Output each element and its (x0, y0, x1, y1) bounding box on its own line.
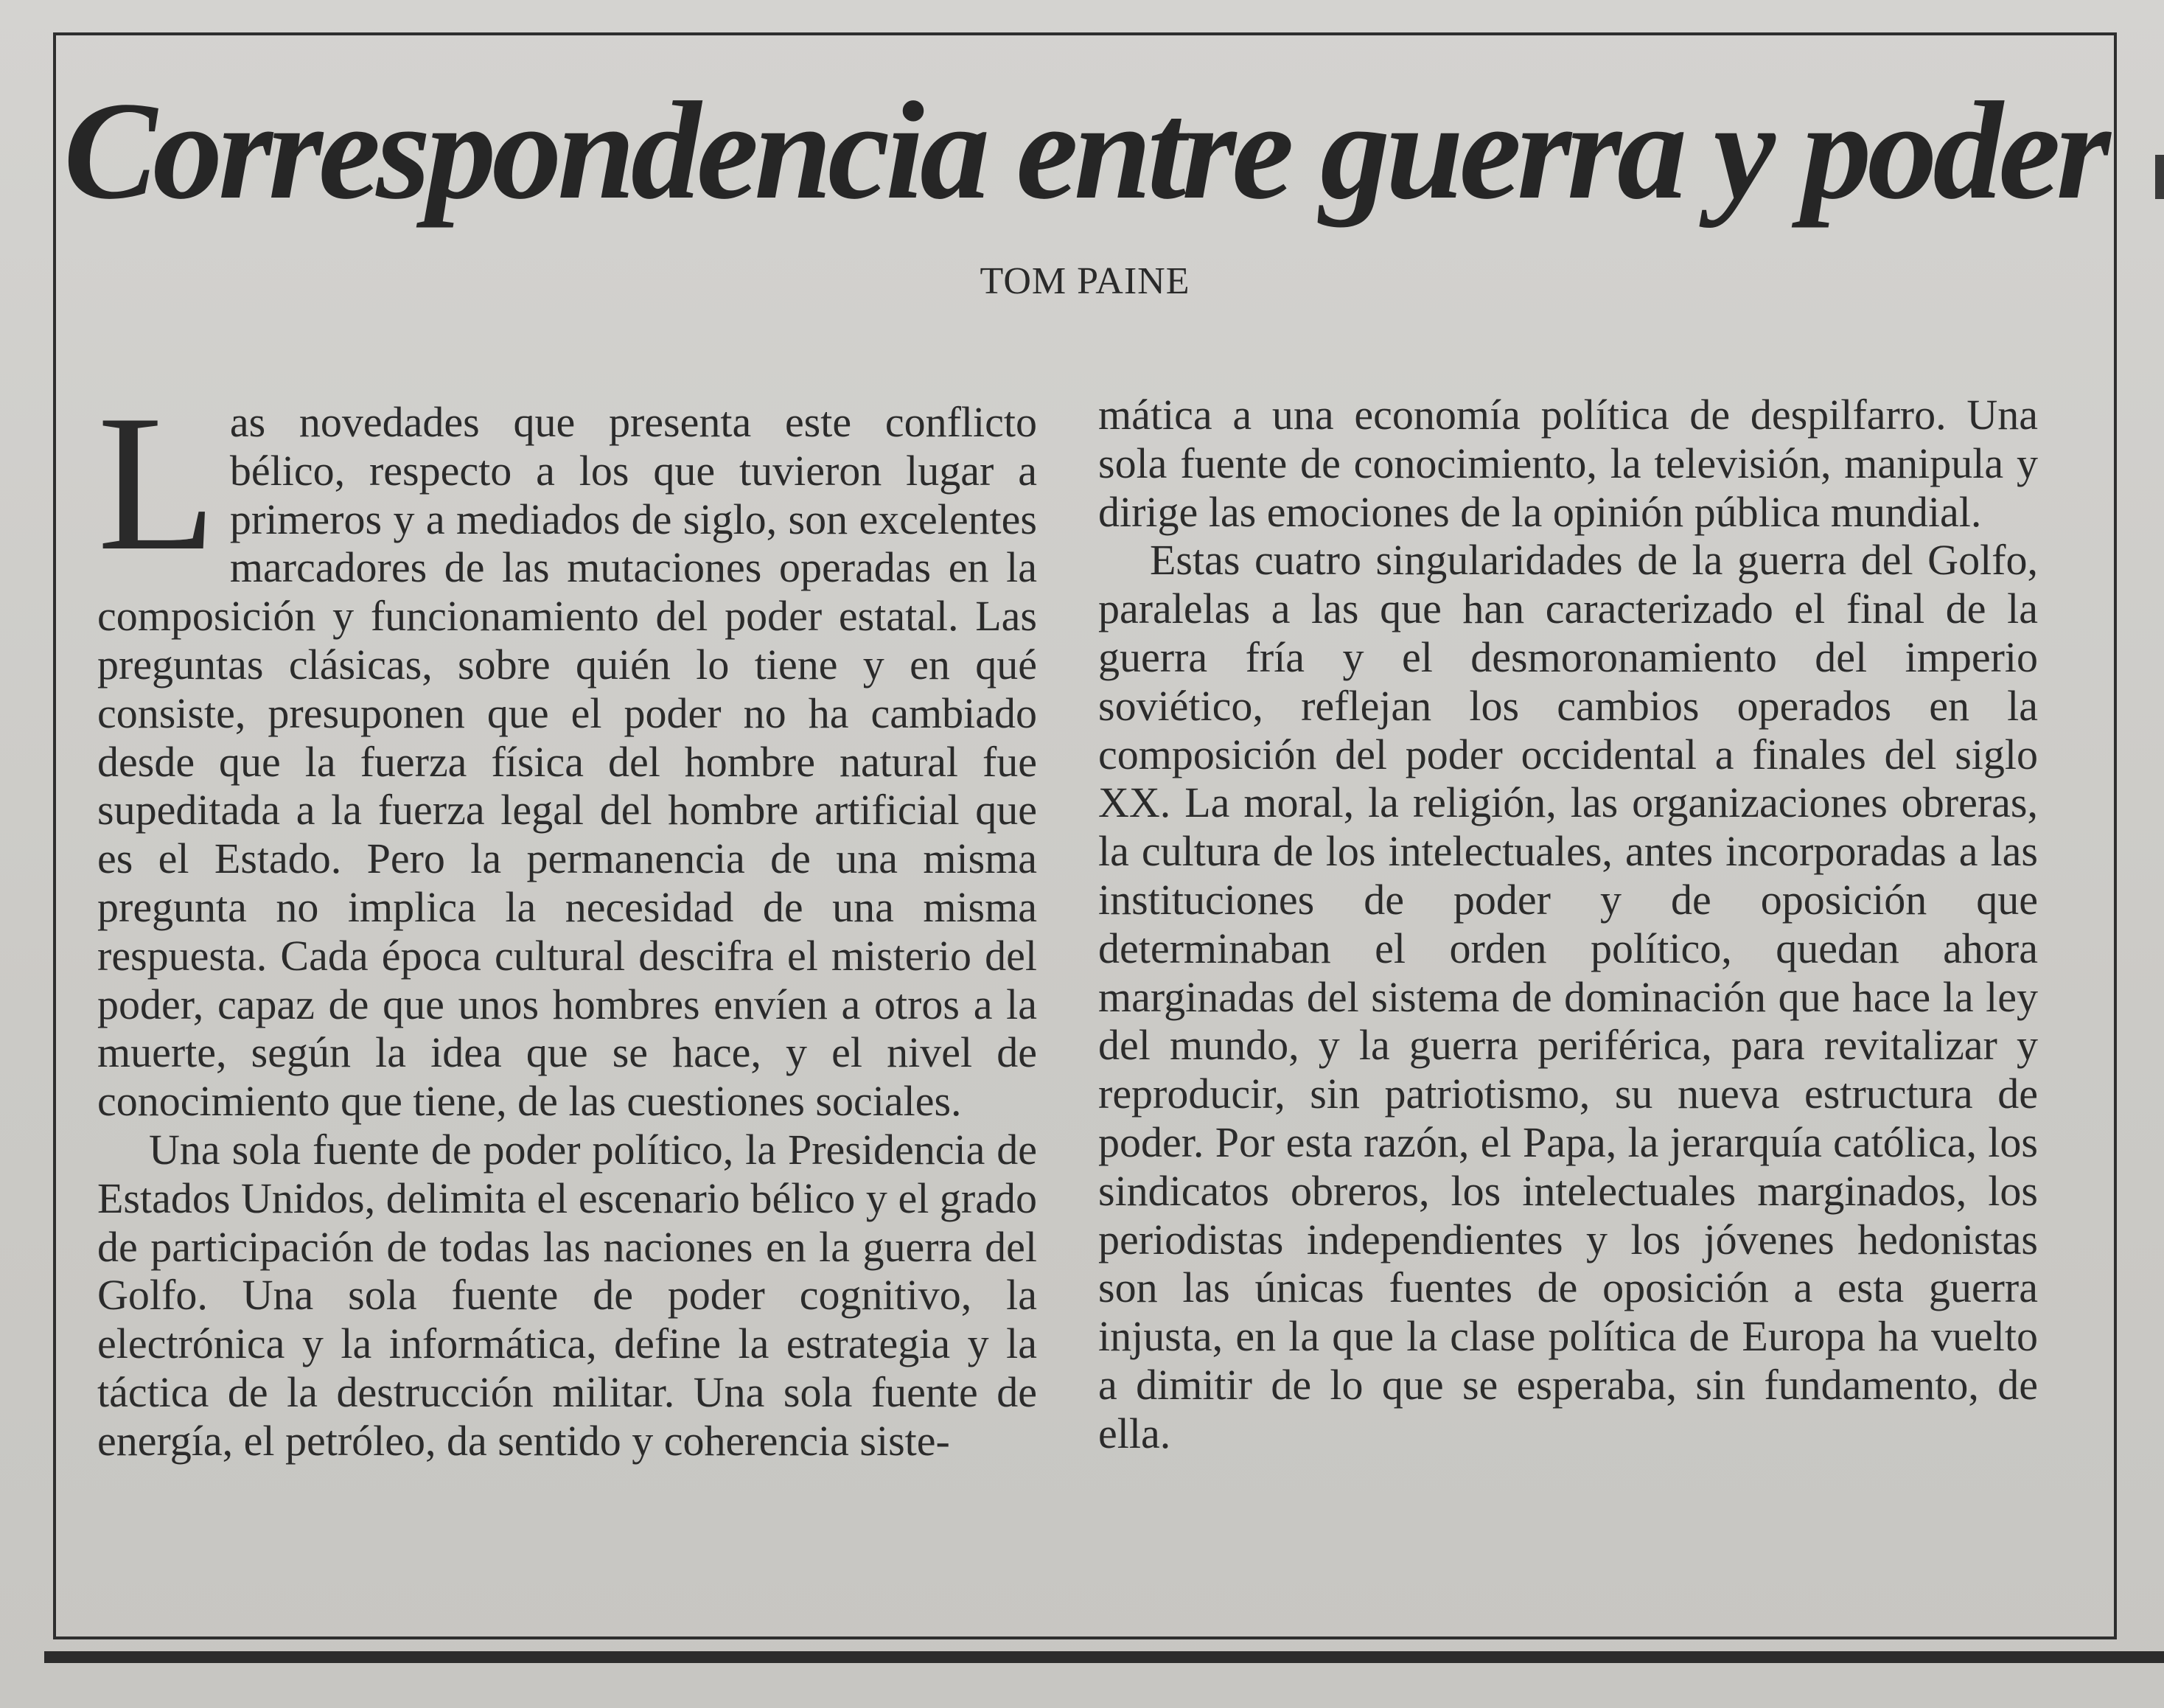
article-author: TOM PAINE (980, 260, 1190, 302)
paragraph-2-continued: mática a una economía política de despilfarro. Una sola fuente de conocimiento, la televisión, manipula y dirige las emociones de la opinión pública mundial. (1098, 391, 2038, 536)
adjacent-column-edge (2155, 155, 2164, 199)
paragraph-2: Una sola fuente de poder político, la Presidencia de Estados Unidos, delimita el escenario bélico y el grado de participación de todas las naciones en la guerra del Golfo. Una sola fuente de poder cognitivo, la electrónica y la informática, define la estrategia y la táctica de la destrucción militar. Una sola fuente de energía, el petróleo, da sentido y coherencia siste- (97, 1125, 1037, 1465)
article-column-left (97, 375, 1037, 1465)
paragraph-1 (97, 375, 1037, 1126)
article-column-right (1098, 391, 2038, 1458)
bottom-rule (44, 1651, 2164, 1663)
drop-cap: L (97, 375, 217, 591)
paragraph-1-text: as novedades que presenta este conflicto bélico, respecto a los que tuvieron lugar a primeros y a mediados de siglo, son excelentes marcadores de las mutaciones operadas en la composición y funcionamiento del poder estatal. Las preguntas clásicas, sobre quién lo tiene y en qué consiste, presuponen que el poder no ha cambiado desde que la fuerza física del hombre natural fue supeditada a la fuerza legal del hombre artificial que es el Estado. Pero la permanencia de una misma pregunta no implica la necesidad de una misma respuesta. Cada época cultural descifra el misterio del poder, capaz de que unos hombres envíen a otros a la muerte, según la idea que se hace, y el nivel de conocimiento que tiene, de las cuestiones sociales. (97, 398, 1037, 1126)
article-title: Correspondencia entre guerra y poder (63, 74, 2107, 229)
paragraph-3: Estas cuatro singularidades de la guerra del Golfo, paralelas a las que han caracterizado el final de la guerra fría y el desmoronamiento del imperio soviético, reflejan los cambios operados en la composición del poder occidental a finales del siglo XX. La moral, la religión, las organizaciones obreras, la cultura de los intelectuales, antes incorporadas a las instituciones de poder y de oposición que determinaban el orden político, quedan ahora marginadas del sistema de dominación que hace la ley del mundo, y la guerra periférica, para revitalizar y reproducir, sin patriotismo, su nueva estructura de poder. Por esta razón, el Papa, la jerarquía católica, los sindicatos obreros, los intelectuales marginados, los periodistas independientes y los jóvenes hedonistas son las únicas fuentes de oposición a esta guerra injusta, en la que la clase política de Europa ha vuelto a dimitir de lo que se esperaba, sin fundamento, de ella. (1098, 536, 2038, 1457)
